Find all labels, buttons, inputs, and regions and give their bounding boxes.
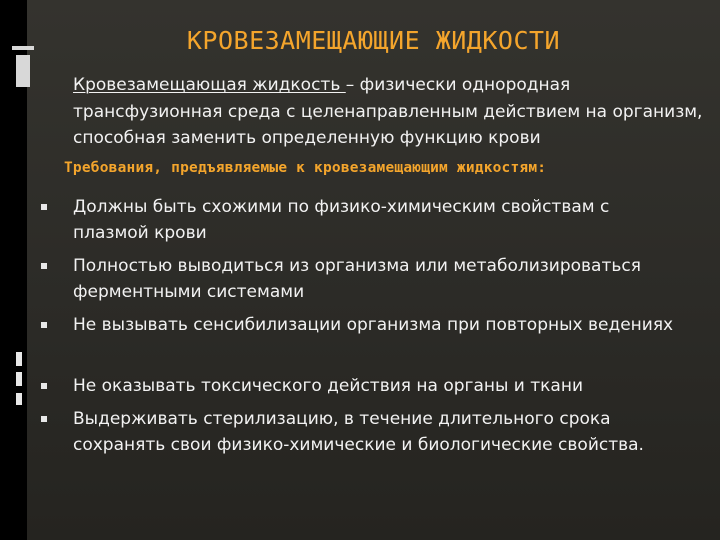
bullet-icon <box>41 322 47 328</box>
requirement-item: Не оказывать токсического действия на органы и ткани <box>73 376 584 396</box>
definition-term: Кровезамещающая жидкость <box>73 75 346 95</box>
requirement-item: Выдерживать стерилизацию, в течение длительного срока сохранять свои физико-химические и биологические свойства. <box>73 409 644 455</box>
requirement-item: Полностью выводиться из организма или метаболизироваться ферментными системами <box>73 256 641 302</box>
bullet-icon <box>41 383 47 389</box>
bullet-icon <box>41 416 47 422</box>
requirement-item: Должны быть схожими по физико-химическим свойствам с плазмой крови <box>73 197 610 243</box>
bullet-icon <box>41 263 47 269</box>
slide-title: КРОВЕЗАМЕЩАЮЩИЕ ЖИДКОСТИ <box>186 26 561 55</box>
requirements-heading: Требования, предъявляемые к кровезамещающим жидкостям: <box>64 160 547 176</box>
decorative-square <box>16 372 22 386</box>
decorative-square <box>16 352 22 366</box>
requirement-item: Не вызывать сенсибилизации организма при повторных ведениях <box>73 315 674 335</box>
definition-paragraph <box>73 72 703 152</box>
bullet-icon <box>41 204 47 210</box>
decorative-square <box>16 393 22 405</box>
definition-text: – физически однородная трансфузионная среда с целенаправленным действием на организм, способная заменить определенную функцию крови <box>73 75 703 148</box>
decorative-bar <box>16 55 30 87</box>
